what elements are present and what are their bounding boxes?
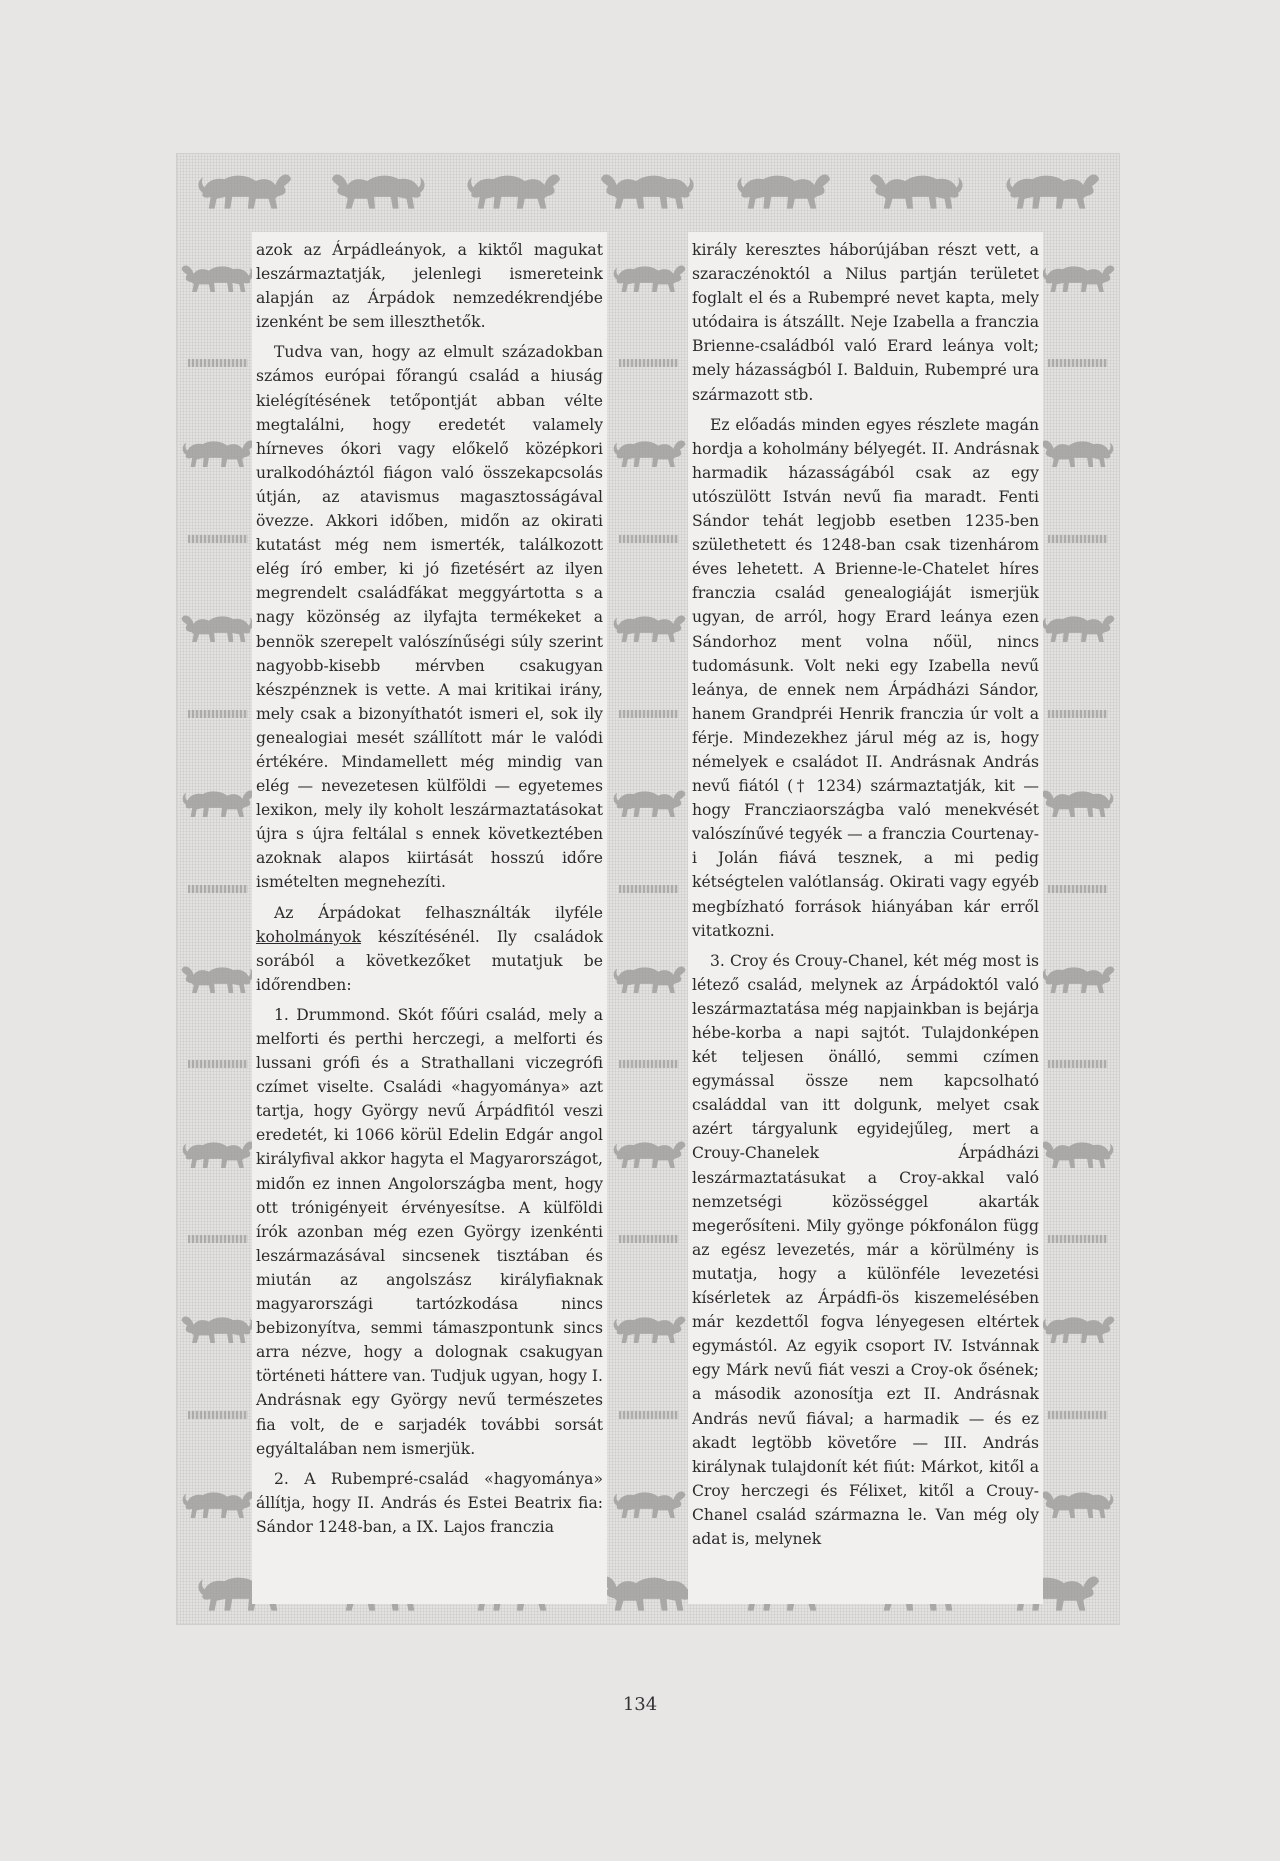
ornament-strip	[188, 1060, 248, 1068]
lion-passant-icon	[611, 1132, 687, 1172]
lion-passant-icon	[180, 957, 256, 997]
ornament-strip	[619, 359, 679, 367]
lion-border-center	[604, 224, 694, 1554]
lion-passant-icon	[180, 1132, 256, 1172]
left-paragraph-3	[256, 901, 603, 997]
ornament-strip	[1048, 359, 1108, 367]
lion-passant-icon	[611, 1307, 687, 1347]
lion-passant-icon	[611, 431, 687, 471]
lion-passant-icon	[180, 256, 256, 296]
lion-passant-icon	[180, 606, 256, 646]
lion-passant-icon	[180, 431, 256, 471]
underlined-word: koholmányok	[256, 927, 362, 946]
left-paragraph-3-end: készítésénél. Ily családok sorából a következőket mutatjuk be időrendben:	[256, 927, 603, 994]
ornament-strip	[188, 535, 248, 543]
lion-passant-icon	[180, 1482, 256, 1522]
left-paragraph-4: 1. Drummond. Skót főúri család, mely a melforti és perthi herczegi, a melforti és lussani grófi és a Strathallani viczegrófi czímet viselte. Családi «hagyománya» azt tartja, hogy György nevű Árpádfitól veszi eredetét, ki 1066 körül Edelin Edgár angol királyfival akkor hagyta el Magyarországot, midőn ez innen Angolországba ment, hogy ott trónigényeit érvényesítse. A külföldi írók azonban még ezen György izenkénti leszármazásával sincsenek tisztában és miután az angolszász királyfiaknak magyarországi tartózkodása nincs bebizonyítva, semmi támaszpontunk sincs arra nézve, hogy a dolognak csakugyan történeti háttere van. Tudjuk ugyan, hogy I. Andrásnak egy György nevű természetes fia volt, de e sarjadék további sorsát egyáltalában nem ismerjük.	[256, 1005, 603, 1458]
lion-passant-icon	[868, 163, 966, 213]
ornament-strip	[1048, 1235, 1108, 1243]
lion-passant-icon	[330, 163, 428, 213]
ornament-strip	[188, 710, 248, 718]
lion-passant-icon	[180, 781, 256, 821]
lion-border-top	[177, 154, 1119, 222]
lion-border-left	[177, 224, 259, 1554]
lion-passant-icon	[1040, 1132, 1116, 1172]
lion-passant-icon	[1040, 1307, 1116, 1347]
lion-passant-icon	[1040, 606, 1116, 646]
left-paragraph-3-start: Az Árpádokat felhasználták ilyféle	[274, 903, 603, 922]
ornament-strip	[188, 1411, 248, 1419]
lion-passant-icon	[734, 163, 832, 213]
ornament-strip	[1048, 710, 1108, 718]
left-paragraph-1: azok az Árpádleányok, a kiktől magukat leszármaztatják, jelenlegi ismereteink alapján az Árpádok nemzedékrendjébe izenként be sem illeszthetők.	[256, 241, 603, 332]
lion-passant-icon	[1040, 256, 1116, 296]
lion-passant-icon	[611, 781, 687, 821]
ornament-strip	[619, 535, 679, 543]
text-column-left	[252, 232, 607, 1604]
lion-passant-icon	[1040, 957, 1116, 997]
ornament-strip	[619, 1411, 679, 1419]
lion-passant-icon	[611, 256, 687, 296]
lion-passant-icon	[1003, 163, 1101, 213]
lion-passant-icon	[180, 1307, 256, 1347]
ornament-strip	[188, 359, 248, 367]
left-paragraph-2: Tudva van, hogy az elmult századokban számos európai főrangú család a hiuság kielégítésének tetőpontját abban vélte megtalálni, hogy eredetét valamely hírneves ókori vagy előkelő középkori uralkodóháztól fiágon való összekapcsolás útján, az atavismus magasztosságával övezze. Akkori időben, midőn az okirati kutatást még nem ismerték, találkozott elég író ember, ki jó fizetésért az ilyen megrendelt családfákat meggyártotta s a nagy közönség az ilyfajta termékeket a bennök szerepelt valószínűségi súly szerint nagyobb-kisebb mérvben csakugyan készpénznek is vette. A mai kritikai irány, mely csak a bizonyíthatót ismeri el, sok ily genealogiai mesét szállított már le valódi értékére. Mindamellett még mindig van elég — nevezetesen külföldi — egyetemes lexikon, mely ily koholt leszármaztatásokat újra s újra feltálal s ennek következtében azoknak alapos kiirtását hosszú időre ismételten megnehezíti.	[256, 343, 603, 892]
lion-passant-icon	[195, 163, 293, 213]
lion-passant-icon	[1040, 781, 1116, 821]
ornament-strip	[619, 885, 679, 893]
lion-border-right	[1037, 224, 1119, 1554]
ornament-strip	[1048, 1411, 1108, 1419]
lion-passant-icon	[611, 606, 687, 646]
ornament-strip	[188, 1235, 248, 1243]
lion-passant-icon	[1040, 431, 1116, 471]
page-number: 134	[622, 1694, 658, 1715]
lion-passant-icon	[464, 163, 562, 213]
ornament-strip	[188, 885, 248, 893]
ornament-strip	[1048, 885, 1108, 893]
lion-passant-icon	[611, 957, 687, 997]
lion-passant-icon	[1040, 1482, 1116, 1522]
ornament-strip	[619, 1060, 679, 1068]
ornament-strip	[619, 710, 679, 718]
ornament-strip	[1048, 1060, 1108, 1068]
lion-passant-icon	[599, 163, 697, 213]
text-column-right	[688, 232, 1043, 1604]
right-paragraph-2: Ez előadás minden egyes részlete magán hordja a koholmány bélyegét. II. Andrásnak harmadik házasságából csak az egy utószülött István nevű fia maradt. Fenti Sándor tehát legjobb esetben 1235-ben születhetett és 1248-ban csak tizenhárom éves lehetett. A Brienne-le-Chatelet híres franczia család genealogiáját ismerjük ugyan, de arról, hogy Erard leánya ezen Sándorhoz ment volna nőül, nincs tudomásunk. Volt neki egy Izabella nevű leánya, de ennek nem Árpádházi Sándor, hanem Grandpréi Henrik franczia úr volt a férje. Mindezekhez járul még az is, hogy némelyek e családot II. Andrásnak András nevű fiától († 1234) származtatják, kit — hogy Francziaországba való menekvését valószínűvé tegyék — a franczia Courtenay-i Jolán fiává tesznek, a mi pedig kétségtelen valótlanság. Okirati vagy egyéb megbízható források hiányában kár erről vitatkozni.	[692, 415, 1039, 940]
lion-passant-icon	[599, 1565, 697, 1615]
right-paragraph-1: király keresztes háborújában részt vett, a szaraczénoktól a Nilus partján területet foglalt el és a Rubempré nevet kapta, mely utódaira is átszállt. Neje Izabella a franczia Brienne-családból való Erard leánya volt; mely házasságból I. Balduin, Rubempré ura származott stb.	[692, 241, 1039, 404]
lion-passant-icon	[611, 1482, 687, 1522]
left-paragraph-5: 2. A Rubempré-család «hagyománya» állítja, hogy II. András és Estei Beatrix fia: Sándor 1248-ban, a IX. Lajos franczia	[256, 1469, 603, 1536]
right-paragraph-3: 3. Croy és Crouy-Chanel, két még most is létező család, melynek az Árpádoktól való leszármaztatása még napjainkban is bejárja hébe-korba a napi sajtót. Tulajdonképen két teljesen önálló, semmi czímen egymással össze nem kapcsolható családdal van itt dolgunk, melyet csak azért tárgyalunk egyidejűleg, mert a Crouy-Chanelek Árpádházi leszármaztatásukat a Croy-akkal való nemzetségi közösséggel akarták megerősíteni. Mily gyönge pókfonálon függ az egész levezetés, már a körülmény is mutatja, hogy a különféle levezetési kísérletek az Árpádfi-ös kiszemelésében már kezdettől fogva lényegesen eltértek egymástól. Az egyik csoport IV. Istvánnak egy Márk nevű fiát veszi a Croy-ok ősének; a második azonosítja ezt II. Andrásnak András nevű fiával; a harmadik — és ez akadt legtöbb követőre — III. András királynak tulajdonít két fiút: Márkot, kitől a Croy herczegi és Félixet, kitől a Crouy-Chanel család származna le. Van még oly adat is, melynek	[692, 951, 1039, 1548]
ornament-strip	[1048, 535, 1108, 543]
ornament-strip	[619, 1235, 679, 1243]
